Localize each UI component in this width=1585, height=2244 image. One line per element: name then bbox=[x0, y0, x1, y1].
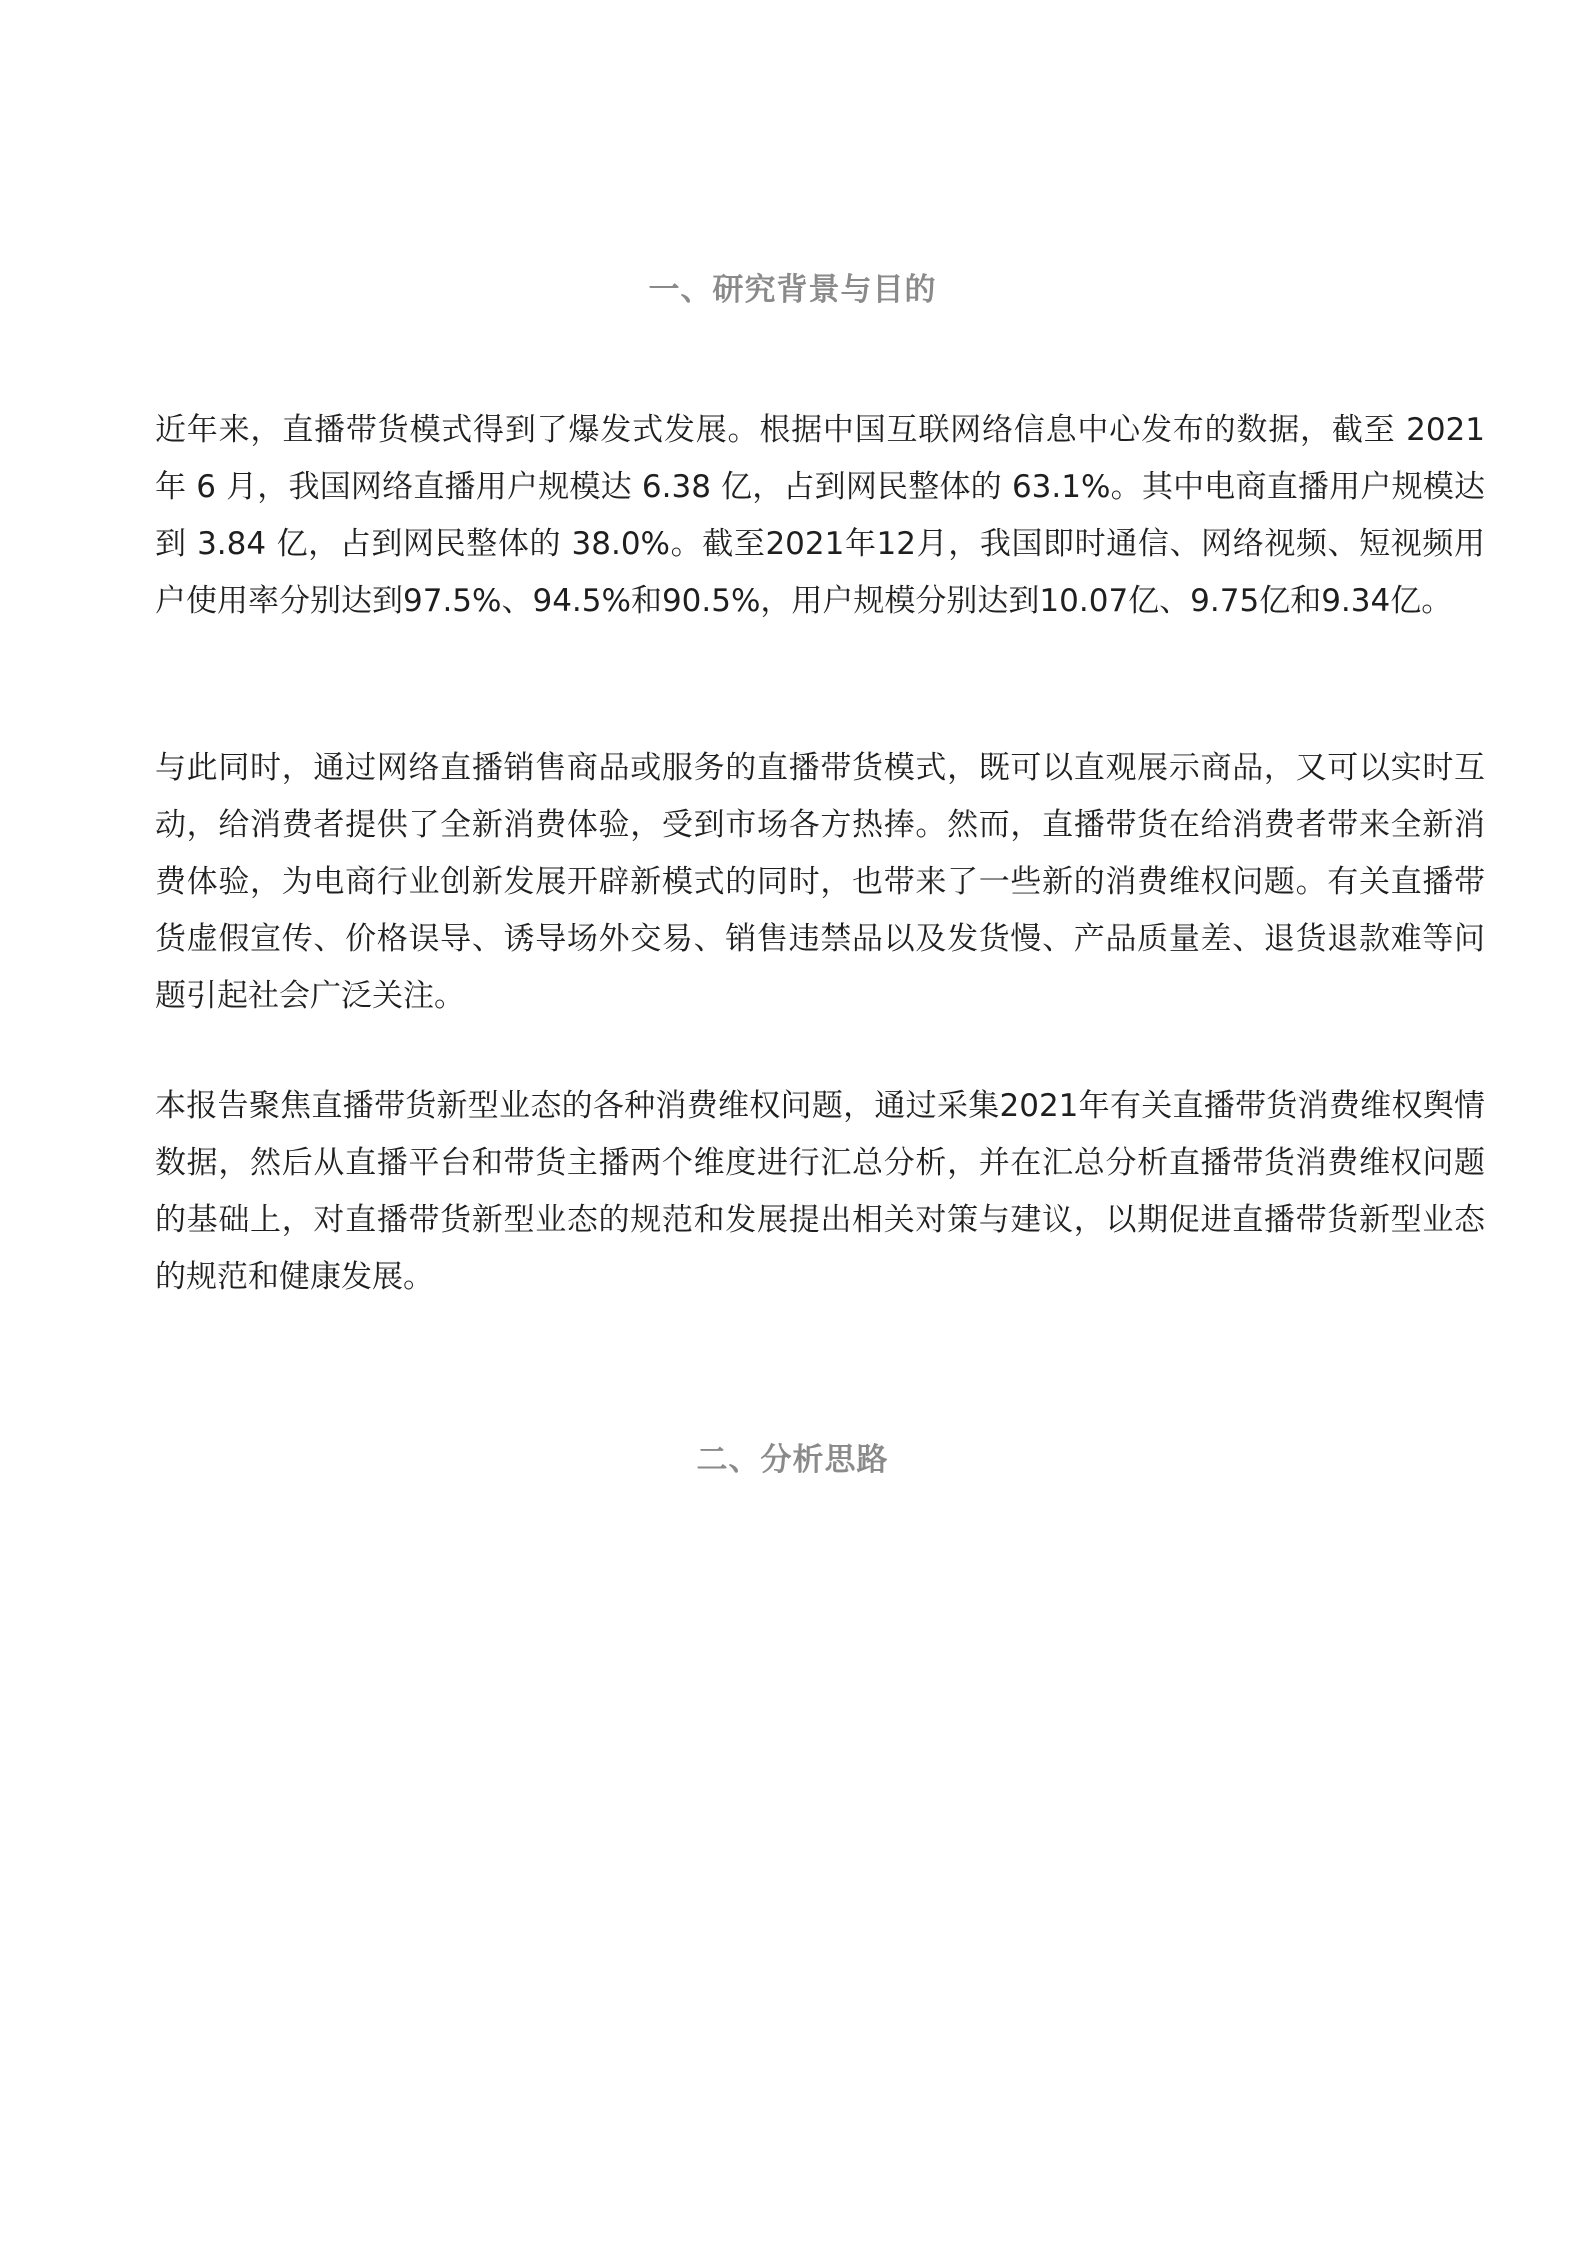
paragraph-report-purpose: 本报告聚焦直播带货新型业态的各种消费维权问题，通过采集2021年有关直播带货消费维权舆情数据，然后从直播平台和带货主播两个维度进行汇总分析，并在汇总分析直播带货消费维权问题的基础上，对直播带货新型业态的规范和发展提出相关对策与建议，以期促进直播带货新型业态的规范和健康发展。 bbox=[155, 1088, 1485, 1295]
section-heading-analysis-approach: 二、分析思路 bbox=[696, 1442, 889, 1478]
section-heading-research-background: 一、研究背景与目的 bbox=[648, 272, 937, 308]
paragraph-consumer-rights-issues: 与此同时，通过网络直播销售商品或服务的直播带货模式，既可以直观展示商品，又可以实时互动，给消费者提供了全新消费体验，受到市场各方热捧。然而，直播带货在给消费者带来全新消费体验，为电商行业创新发展开辟新模式的同时，也带来了一些新的消费维权问题。有关直播带货虚假宣传、价格误导、诱导场外交易、销售违禁品以及发货慢、产品质量差、退货退款难等问题引起社会广泛关注。 bbox=[155, 750, 1485, 1014]
paragraph-live-streaming-statistics: 近年来，直播带货模式得到了爆发式发展。根据中国互联网络信息中心发布的数据，截至 2021 年 6 月，我国网络直播用户规模达 6.38 亿，占到网民整体的 63.1%。其中电商直播用户规模达到 3.84 亿，占到网民整体的 38.0%。截至2021年12月，我国即时通信、网络视频、短视频用户使用率分别达到97.5%、94.5%和90.5%，用户规模分别达到10.07亿、9.75亿和9.34亿。 bbox=[155, 412, 1485, 619]
